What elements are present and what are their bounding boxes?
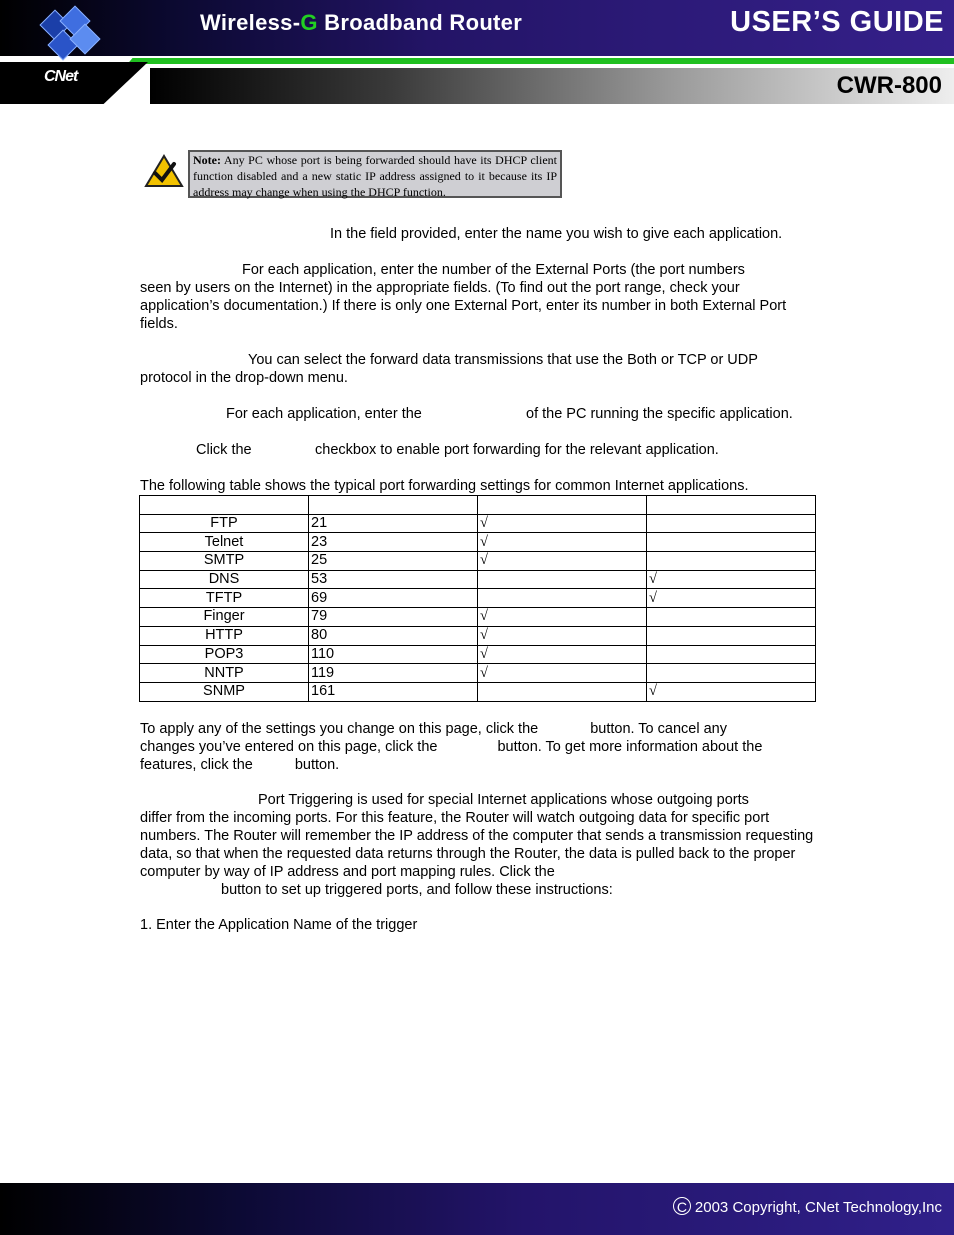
copyright-text: 2003 Copyright, CNet Technology,Inc [694,1199,942,1216]
header-green-stripe [127,58,954,64]
table-row [140,608,816,627]
cell-udp [647,552,816,571]
cell-application: HTTP [140,626,309,645]
cancel-text-b: button. To get more information about the [497,739,763,755]
product-title [200,10,522,36]
table-row [140,514,816,533]
cell-port: 69 [309,589,478,608]
cell-tcp [478,570,647,589]
cell-tcp [478,682,647,701]
cell-udp [647,533,816,552]
apply-paragraph [140,720,816,774]
enable-paragraph-b: checkbox to enable port forwarding for the relevant application. [315,442,719,458]
cell-tcp: √ [478,645,647,664]
apply-text-a: To apply any of the settings you change on this page, click the [140,721,539,737]
brand-name: CNet [44,68,78,85]
cell-tcp: √ [478,608,647,627]
title-prefix: Wireless- [200,10,301,35]
cancel-text-a: changes you’ve entered on this page, click the [140,739,438,755]
cell-application: SMTP [140,552,309,571]
cell-udp: √ [647,589,816,608]
cell-udp: √ [647,682,816,701]
copyright-icon: C [673,1197,691,1215]
trigger-line1: Port Triggering is used for special Internet applications whose outgoing ports [258,792,749,808]
header-cell-port [309,496,478,515]
app-name-paragraph: In the field provided, enter the name you wish to give each application. [330,226,783,242]
table-row [140,626,816,645]
cell-application: NNTP [140,664,309,683]
cell-udp [647,514,816,533]
ip-paragraph-a: For each application, enter the [226,406,422,422]
port-forwarding-table [139,495,816,702]
cell-udp [647,664,816,683]
note-text: Any PC whose port is being forwarded should have its DHCP client function disabled and a new static IP address assigned to it because its IP address may change when using the DHCP function. [193,153,557,199]
cell-tcp: √ [478,664,647,683]
copyright [673,1197,942,1216]
cell-application: SNMP [140,682,309,701]
cell-udp: √ [647,570,816,589]
table-row [140,552,816,571]
cell-port: 110 [309,645,478,664]
cell-tcp: √ [478,626,647,645]
title-g: G [300,10,318,35]
header-cell-application [140,496,309,515]
table-row [140,589,816,608]
help-text-a: features, click the [140,757,253,773]
step-1: 1. Enter the Application Name of the trigger [140,917,418,933]
cell-port: 80 [309,626,478,645]
table-row [140,664,816,683]
page-footer [0,1183,954,1235]
cell-port: 79 [309,608,478,627]
table-row [140,570,816,589]
page-header [0,0,954,104]
table-row [140,682,816,701]
apply-text-b: button. To cancel any [590,721,727,737]
cell-application: TFTP [140,589,309,608]
cell-application: Telnet [140,533,309,552]
table-row [140,533,816,552]
warning-check-icon [144,154,184,188]
model-number: CWR-800 [836,72,942,99]
cell-application: Finger [140,608,309,627]
table-header-row [140,496,816,515]
cell-port: 53 [309,570,478,589]
table-row [140,645,816,664]
header-cell-tcp [478,496,647,515]
cell-port: 119 [309,664,478,683]
enable-paragraph-a: Click the [196,442,252,458]
note-label: Note: [193,153,221,167]
users-guide-title: USER’S GUIDE [730,6,944,38]
cell-tcp: √ [478,514,647,533]
ext-port-line1: For each application, enter the number of the External Ports (the port numbers [242,262,745,278]
cell-application: FTP [140,514,309,533]
cell-udp [647,608,816,627]
cell-tcp: √ [478,552,647,571]
cell-udp [647,626,816,645]
cell-port: 25 [309,552,478,571]
cell-udp [647,645,816,664]
header-cell-udp [647,496,816,515]
table-intro: The following table shows the typical port forwarding settings for common Internet applications. [140,478,749,494]
cell-application: DNS [140,570,309,589]
ip-paragraph-b: of the PC running the specific application. [526,406,793,422]
trigger-instructions: button to set up triggered ports, and follow these instructions: [221,882,613,898]
trigger-paragraph: differ from the incoming ports. For this feature, the Router will watch outgoing data for specific port numbers. The Router will remember the IP address of the computer that sends a transmission requesting data, so that when the requested data returns through the Router, the data is pulled back to the proper computer by way of IP address and port mapping rules. Click the [140,810,814,880]
port-table-body [140,496,816,702]
cell-port: 21 [309,514,478,533]
note-callout [140,148,568,204]
cell-tcp: √ [478,533,647,552]
cell-tcp [478,589,647,608]
note-box [188,150,562,198]
cell-port: 161 [309,682,478,701]
protocol-line2: protocol in the drop-down menu. [140,370,348,386]
header-gradient-bar [150,68,954,104]
cell-port: 23 [309,533,478,552]
cell-application: POP3 [140,645,309,664]
protocol-line1: You can select the forward data transmissions that use the Both or TCP or UDP [248,352,758,368]
help-text-b: button. [294,757,340,773]
title-suffix: Broadband Router [317,10,523,35]
ext-port-paragraph: seen by users on the Internet) in the appropriate fields. (To find out the port range, check your application’s documentation.) If there is only one External Port, enter its number in both External Port fields. [140,280,787,332]
